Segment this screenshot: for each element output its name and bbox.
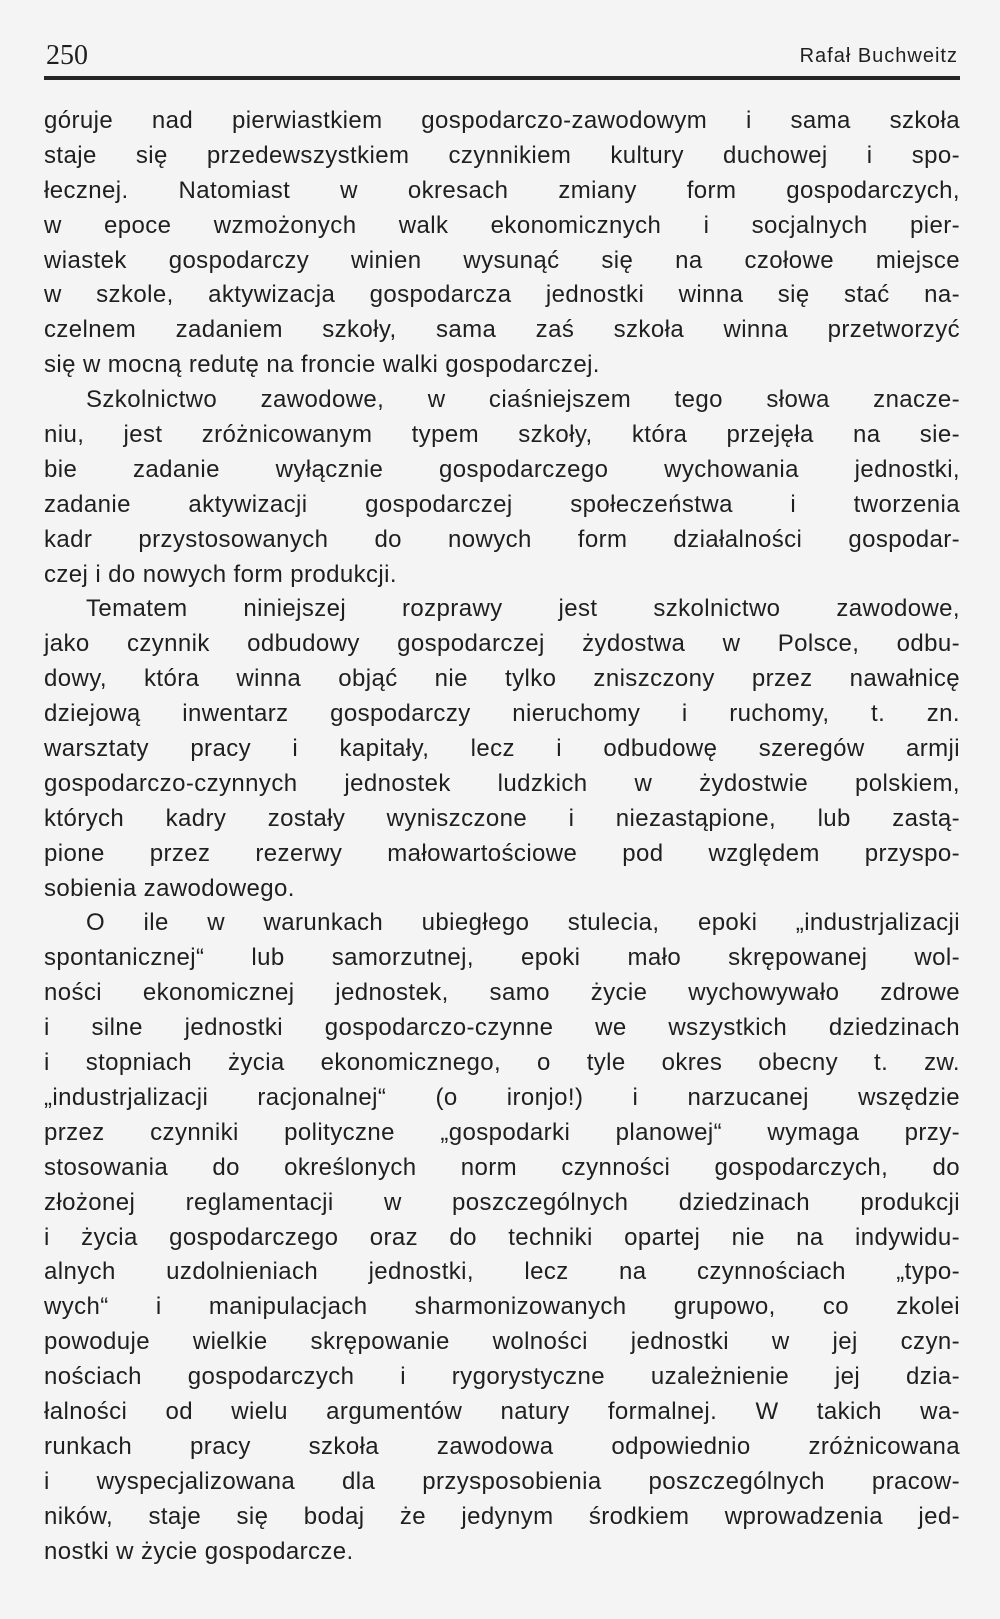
text-line: i stopniach życia ekonomicznego, o tyle okres obecny t. zw.: [44, 1049, 960, 1077]
text-line: niu, jest zróżnicowanym typem szkoły, która przejęła na sie-: [44, 421, 960, 449]
text-line: przez czynniki polityczne „gospodarki planowej“ wymaga przy-: [44, 1118, 960, 1146]
text-line: sobienia zawodowego.: [44, 874, 295, 902]
running-head-author: Rafał Buchweitz: [799, 45, 958, 67]
page-number: 250: [46, 40, 88, 71]
text-line: gospodarczo-czynnych jednostek ludzkich w żydostwie polskiem,: [44, 769, 960, 797]
text-line: pione przez rezerwy małowartościowe pod względem przyspo-: [44, 839, 960, 867]
text-line: staje się przedewszystkiem czynnikiem kultury duchowej i spo-: [44, 141, 960, 169]
text-line: O ile w warunkach ubiegłego stulecia, epoki „industrjalizacji: [86, 909, 960, 937]
text-line: czej i do nowych form produkcji.: [44, 560, 397, 588]
page-header: [44, 38, 960, 74]
text-line: bie zadanie wyłącznie gospodarczego wychowania jednostki,: [44, 455, 960, 483]
text-line: nostki w życie gospodarcze.: [44, 1537, 354, 1565]
text-line: wych“ i manipulacjach sharmonizowanych grupowo, co zkolei: [44, 1293, 960, 1321]
text-line: zadanie aktywizacji gospodarczej społeczeństwa i tworzenia: [44, 490, 960, 518]
text-line: nościach gospodarczych i rygorystyczne uzależnienie jej dzia-: [44, 1363, 960, 1391]
text-line: „industrjalizacji racjonalnej“ (o ironjo!) i narzucanej wszędzie: [44, 1083, 960, 1111]
text-line: w epoce wzmożonych walk ekonomicznych i socjalnych pier-: [44, 211, 960, 239]
text-line: spontanicznej“ lub samorzutnej, epoki mało skrępowanej wol-: [44, 944, 960, 972]
text-line: jako czynnik odbudowy gospodarczej żydostwa w Polsce, odbu-: [44, 630, 960, 658]
header-rule: [44, 76, 960, 80]
text-line: powoduje wielkie skrępowanie wolności jednostki w jej czyn-: [44, 1328, 960, 1356]
text-line: się w mocną redutę na froncie walki gospodarczej.: [44, 351, 600, 379]
text-line: w szkole, aktywizacja gospodarcza jednostki winna się stać na-: [44, 281, 960, 309]
text-line: alnych uzdolnieniach jednostki, lecz na czynnościach „typo-: [44, 1258, 960, 1286]
text-line: runkach pracy szkoła zawodowa odpowiednio zróżnicowana: [44, 1432, 960, 1460]
text-line: których kadry zostały wyniszczone i niezastąpione, lub zastą-: [44, 804, 960, 832]
text-line: dowy, która winna objąć nie tylko zniszczony przez nawałnicę: [44, 665, 960, 693]
text-line: i silne jednostki gospodarczo-czynne we wszystkich dziedzinach: [44, 1014, 960, 1042]
text-line: i życia gospodarczego oraz do techniki opartej nie na indywidu-: [44, 1223, 960, 1251]
text-line: i wyspecjalizowana dla przysposobienia poszczególnych pracow-: [44, 1467, 960, 1495]
text-line: Tematem niniejszej rozprawy jest szkolnictwo zawodowe,: [86, 595, 960, 623]
text-line: ności ekonomicznej jednostek, samo życie wychowywało zdrowe: [44, 979, 960, 1007]
text-line: góruje nad pierwiastkiem gospodarczo-zawodowym i sama szkoła: [44, 107, 960, 134]
text-line: kadr przystosowanych do nowych form działalności gospodar-: [44, 525, 960, 553]
text-line: łecznej. Natomiast w okresach zmiany form gospodarczych,: [44, 176, 960, 204]
page-body-text: [44, 104, 960, 1574]
text-line: ników, staje się bodaj że jedynym środkiem wprowadzenia jed-: [44, 1502, 960, 1530]
text-line: wiastek gospodarczy winien wysunąć się na czołowe miejsce: [44, 246, 960, 274]
text-line: złożonej reglamentacji w poszczególnych dziedzinach produkcji: [44, 1188, 960, 1216]
text-line: łalności od wielu argumentów natury formalnej. W takich wa-: [44, 1397, 960, 1425]
text-line: warsztaty pracy i kapitały, lecz i odbudowę szeregów armji: [44, 735, 960, 763]
text-line: Szkolnictwo zawodowe, w ciaśniejszem tego słowa znacze-: [86, 386, 960, 414]
text-line: dziejową inwentarz gospodarczy nieruchomy i ruchomy, t. zn.: [44, 700, 960, 728]
text-line: czelnem zadaniem szkoły, sama zaś szkoła winna przetworzyć: [44, 316, 960, 344]
text-line: stosowania do określonych norm czynności gospodarczych, do: [44, 1153, 960, 1181]
